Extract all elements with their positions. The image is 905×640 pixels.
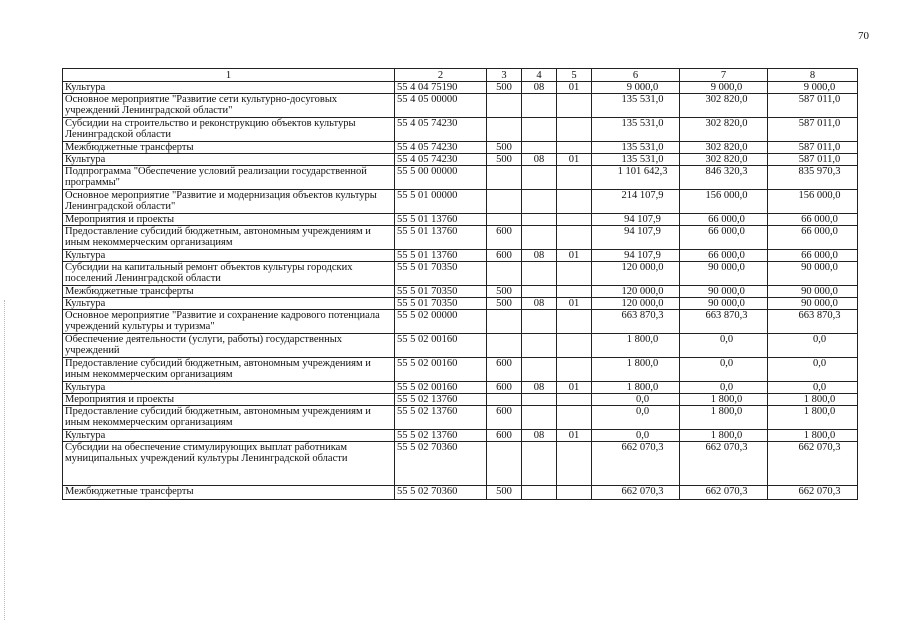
table-row: [63, 226, 858, 250]
column-header: 7: [680, 69, 768, 82]
row-value-col6: 135 531,0: [592, 142, 680, 154]
row-value-col6: 1 800,0: [592, 382, 680, 394]
table-row: [63, 442, 858, 486]
table-row: [63, 406, 858, 430]
row-name-cell: Основное мероприятие "Развитие и модернизация объектов культуры Ленинградской области": [63, 190, 395, 214]
row-subsection-cell: 01: [557, 382, 592, 394]
row-value-col6: 1 800,0: [592, 358, 680, 382]
row-type-cell: [487, 310, 522, 334]
row-name-cell: Предоставление субсидий бюджетным, автономным учреждениям и иным некоммерческим организациям: [63, 406, 395, 430]
row-value-col8: 0,0: [768, 382, 858, 394]
row-code-cell: 55 5 01 13760: [395, 250, 487, 262]
row-subsection-cell: [557, 442, 592, 486]
row-type-cell: [487, 262, 522, 286]
row-section-cell: 08: [522, 430, 557, 442]
table-row: [63, 118, 858, 142]
row-type-cell: 500: [487, 486, 522, 500]
row-value-col8: 587 011,0: [768, 142, 858, 154]
table-row: [63, 430, 858, 442]
row-name-cell: Подпрограмма "Обеспечение условий реализации государственной программы": [63, 166, 395, 190]
row-value-col7: 0,0: [680, 334, 768, 358]
row-value-col8: 587 011,0: [768, 94, 858, 118]
row-code-cell: 55 4 05 74230: [395, 118, 487, 142]
row-code-cell: 55 5 01 13760: [395, 214, 487, 226]
row-value-col6: 214 107,9: [592, 190, 680, 214]
row-value-col8: 0,0: [768, 358, 858, 382]
row-name-cell: Предоставление субсидий бюджетным, автономным учреждениям и иным некоммерческим организациям: [63, 358, 395, 382]
row-name-cell: Субсидии на обеспечение стимулирующих выплат работникам муниципальных учреждений культуры Ленинградской области: [63, 442, 395, 486]
row-section-cell: [522, 226, 557, 250]
table-row: [63, 310, 858, 334]
row-name-cell: Основное мероприятие "Развитие сети культурно-досуговых учреждений Ленинградской области": [63, 94, 395, 118]
row-code-cell: 55 5 00 00000: [395, 166, 487, 190]
row-value-col7: 9 000,0: [680, 82, 768, 94]
row-type-cell: [487, 190, 522, 214]
column-header: 6: [592, 69, 680, 82]
table-row: [63, 190, 858, 214]
row-name-cell: Обеспечение деятельности (услуги, работы) государственных учреждений: [63, 334, 395, 358]
column-header: 5: [557, 69, 592, 82]
row-section-cell: 08: [522, 82, 557, 94]
row-subsection-cell: [557, 118, 592, 142]
row-section-cell: [522, 334, 557, 358]
row-section-cell: [522, 166, 557, 190]
row-value-col7: 66 000,0: [680, 214, 768, 226]
row-section-cell: [522, 310, 557, 334]
row-section-cell: 08: [522, 250, 557, 262]
row-type-cell: 500: [487, 82, 522, 94]
row-value-col8: 662 070,3: [768, 486, 858, 500]
table-row: [63, 250, 858, 262]
table-row: [63, 334, 858, 358]
column-header: 2: [395, 69, 487, 82]
row-code-cell: 55 4 05 74230: [395, 142, 487, 154]
row-value-col7: 66 000,0: [680, 226, 768, 250]
row-section-cell: [522, 486, 557, 500]
row-value-col8: 1 800,0: [768, 394, 858, 406]
row-value-col6: 135 531,0: [592, 154, 680, 166]
row-section-cell: [522, 118, 557, 142]
row-value-col8: 662 070,3: [768, 442, 858, 486]
row-value-col6: 120 000,0: [592, 286, 680, 298]
row-value-col7: 663 870,3: [680, 310, 768, 334]
row-value-col7: 1 800,0: [680, 406, 768, 430]
row-value-col8: 90 000,0: [768, 262, 858, 286]
row-subsection-cell: 01: [557, 298, 592, 310]
row-value-col7: 302 820,0: [680, 118, 768, 142]
row-value-col7: 90 000,0: [680, 298, 768, 310]
row-value-col8: 90 000,0: [768, 286, 858, 298]
scan-margin-line: [4, 300, 5, 620]
row-code-cell: 55 4 05 00000: [395, 94, 487, 118]
row-section-cell: 08: [522, 154, 557, 166]
table-row: [63, 82, 858, 94]
row-type-cell: 600: [487, 226, 522, 250]
table-row: [63, 286, 858, 298]
row-subsection-cell: 01: [557, 82, 592, 94]
row-value-col6: 120 000,0: [592, 298, 680, 310]
row-value-col7: 90 000,0: [680, 262, 768, 286]
table-row: [63, 382, 858, 394]
row-type-cell: 500: [487, 286, 522, 298]
row-type-cell: [487, 118, 522, 142]
row-value-col6: 94 107,9: [592, 226, 680, 250]
column-header: 4: [522, 69, 557, 82]
row-subsection-cell: [557, 394, 592, 406]
row-type-cell: 600: [487, 358, 522, 382]
row-code-cell: 55 5 02 00160: [395, 358, 487, 382]
table-row: [63, 298, 858, 310]
row-section-cell: [522, 142, 557, 154]
row-code-cell: 55 4 04 75190: [395, 82, 487, 94]
row-value-col6: 0,0: [592, 430, 680, 442]
row-type-cell: 600: [487, 430, 522, 442]
row-value-col8: 156 000,0: [768, 190, 858, 214]
row-value-col8: 587 011,0: [768, 118, 858, 142]
row-value-col7: 1 800,0: [680, 394, 768, 406]
table-body: [63, 82, 858, 500]
row-subsection-cell: [557, 486, 592, 500]
page-number: 70: [858, 30, 869, 42]
row-name-cell: Основное мероприятие "Развитие и сохранение кадрового потенциала учреждений культуры и туризма": [63, 310, 395, 334]
row-section-cell: [522, 262, 557, 286]
row-value-col8: 1 800,0: [768, 430, 858, 442]
row-section-cell: 08: [522, 382, 557, 394]
row-subsection-cell: [557, 358, 592, 382]
row-type-cell: [487, 442, 522, 486]
row-section-cell: [522, 358, 557, 382]
row-value-col7: 66 000,0: [680, 250, 768, 262]
budget-table: [62, 68, 858, 500]
row-section-cell: [522, 286, 557, 298]
row-value-col8: 587 011,0: [768, 154, 858, 166]
row-code-cell: 55 5 01 70350: [395, 298, 487, 310]
row-subsection-cell: [557, 310, 592, 334]
row-type-cell: [487, 394, 522, 406]
row-value-col7: 662 070,3: [680, 442, 768, 486]
row-name-cell: Мероприятия и проекты: [63, 214, 395, 226]
row-value-col6: 135 531,0: [592, 118, 680, 142]
row-subsection-cell: 01: [557, 154, 592, 166]
row-type-cell: 500: [487, 154, 522, 166]
table-row: [63, 262, 858, 286]
row-value-col7: 0,0: [680, 358, 768, 382]
row-value-col6: 0,0: [592, 406, 680, 430]
row-value-col7: 90 000,0: [680, 286, 768, 298]
row-name-cell: Межбюджетные трансферты: [63, 286, 395, 298]
row-name-cell: Культура: [63, 154, 395, 166]
row-subsection-cell: [557, 406, 592, 430]
row-name-cell: Предоставление субсидий бюджетным, автономным учреждениям и иным некоммерческим организациям: [63, 226, 395, 250]
row-code-cell: 55 5 02 00160: [395, 334, 487, 358]
row-value-col6: 663 870,3: [592, 310, 680, 334]
row-value-col7: 302 820,0: [680, 94, 768, 118]
row-code-cell: 55 5 01 00000: [395, 190, 487, 214]
table-row: [63, 166, 858, 190]
row-section-cell: [522, 94, 557, 118]
row-value-col6: 94 107,9: [592, 214, 680, 226]
row-subsection-cell: [557, 190, 592, 214]
row-value-col6: 1 800,0: [592, 334, 680, 358]
row-code-cell: 55 5 02 70360: [395, 442, 487, 486]
row-code-cell: 55 5 02 13760: [395, 430, 487, 442]
row-type-cell: 600: [487, 382, 522, 394]
column-header: 3: [487, 69, 522, 82]
row-type-cell: 500: [487, 142, 522, 154]
row-value-col8: 9 000,0: [768, 82, 858, 94]
row-code-cell: 55 5 01 13760: [395, 226, 487, 250]
row-name-cell: Субсидии на капитальный ремонт объектов культуры городских поселений Ленинградской области: [63, 262, 395, 286]
row-value-col7: 662 070,3: [680, 486, 768, 500]
table-row: [63, 154, 858, 166]
row-value-col6: 120 000,0: [592, 262, 680, 286]
row-type-cell: [487, 94, 522, 118]
row-code-cell: 55 5 02 13760: [395, 394, 487, 406]
row-name-cell: Культура: [63, 382, 395, 394]
row-name-cell: Мероприятия и проекты: [63, 394, 395, 406]
row-type-cell: 600: [487, 406, 522, 430]
row-value-col8: 66 000,0: [768, 250, 858, 262]
row-value-col8: 835 970,3: [768, 166, 858, 190]
row-name-cell: Культура: [63, 430, 395, 442]
row-value-col8: 1 800,0: [768, 406, 858, 430]
row-subsection-cell: [557, 142, 592, 154]
column-header: 8: [768, 69, 858, 82]
row-subsection-cell: [557, 214, 592, 226]
table-row: [63, 142, 858, 154]
table-row: [63, 358, 858, 382]
row-code-cell: 55 5 02 00160: [395, 382, 487, 394]
column-header: 1: [63, 69, 395, 82]
row-value-col6: 9 000,0: [592, 82, 680, 94]
table-row: [63, 214, 858, 226]
row-name-cell: Культура: [63, 82, 395, 94]
row-subsection-cell: [557, 226, 592, 250]
row-subsection-cell: [557, 286, 592, 298]
row-value-col8: 0,0: [768, 334, 858, 358]
row-value-col8: 90 000,0: [768, 298, 858, 310]
row-name-cell: Культура: [63, 250, 395, 262]
row-value-col7: 846 320,3: [680, 166, 768, 190]
row-section-cell: [522, 406, 557, 430]
row-section-cell: [522, 214, 557, 226]
row-subsection-cell: 01: [557, 430, 592, 442]
row-type-cell: 500: [487, 298, 522, 310]
row-code-cell: 55 5 02 00000: [395, 310, 487, 334]
row-value-col7: 1 800,0: [680, 430, 768, 442]
row-subsection-cell: [557, 262, 592, 286]
row-value-col7: 156 000,0: [680, 190, 768, 214]
row-code-cell: 55 5 01 70350: [395, 286, 487, 298]
row-section-cell: [522, 394, 557, 406]
row-value-col8: 663 870,3: [768, 310, 858, 334]
row-subsection-cell: 01: [557, 250, 592, 262]
row-value-col6: 662 070,3: [592, 486, 680, 500]
row-subsection-cell: [557, 94, 592, 118]
row-value-col6: 1 101 642,3: [592, 166, 680, 190]
column-number-row: [63, 69, 858, 82]
row-subsection-cell: [557, 166, 592, 190]
row-type-cell: [487, 334, 522, 358]
table-row: [63, 486, 858, 500]
row-code-cell: 55 5 02 13760: [395, 406, 487, 430]
row-name-cell: Субсидии на строительство и реконструкцию объектов культуры Ленинградской области: [63, 118, 395, 142]
row-code-cell: 55 5 01 70350: [395, 262, 487, 286]
row-value-col7: 302 820,0: [680, 142, 768, 154]
table-row: [63, 394, 858, 406]
table-row: [63, 94, 858, 118]
row-section-cell: 08: [522, 298, 557, 310]
row-code-cell: 55 5 02 70360: [395, 486, 487, 500]
row-value-col6: 135 531,0: [592, 94, 680, 118]
row-section-cell: [522, 190, 557, 214]
row-value-col6: 0,0: [592, 394, 680, 406]
row-subsection-cell: [557, 334, 592, 358]
row-name-cell: Межбюджетные трансферты: [63, 486, 395, 500]
row-type-cell: [487, 166, 522, 190]
row-name-cell: Межбюджетные трансферты: [63, 142, 395, 154]
row-value-col8: 66 000,0: [768, 214, 858, 226]
row-value-col6: 94 107,9: [592, 250, 680, 262]
row-value-col7: 302 820,0: [680, 154, 768, 166]
row-value-col8: 66 000,0: [768, 226, 858, 250]
row-value-col7: 0,0: [680, 382, 768, 394]
row-code-cell: 55 4 05 74230: [395, 154, 487, 166]
row-section-cell: [522, 442, 557, 486]
row-value-col6: 662 070,3: [592, 442, 680, 486]
row-type-cell: [487, 214, 522, 226]
row-name-cell: Культура: [63, 298, 395, 310]
row-type-cell: 600: [487, 250, 522, 262]
